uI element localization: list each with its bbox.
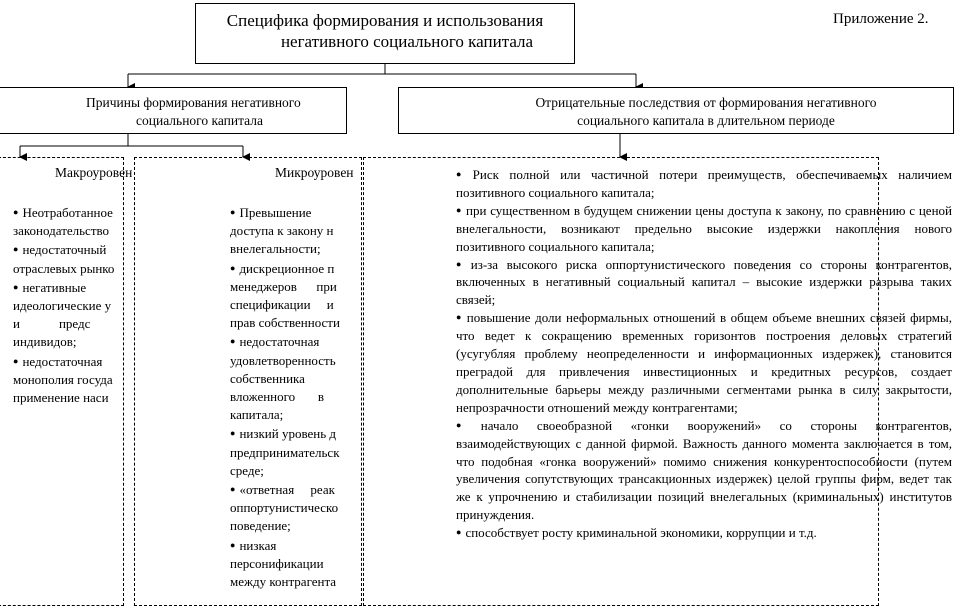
bullet-icon: ● <box>230 207 236 217</box>
list-item: ● Неотработанное <box>13 205 113 220</box>
list-item: менеджеров при <box>230 278 337 294</box>
list-item: ● недостаточная <box>13 353 103 369</box>
title-line-2: негативного социального капитала <box>280 32 534 51</box>
consequences-list <box>456 166 952 542</box>
micro-heading: Микроуровен <box>275 165 354 180</box>
causes-header <box>0 94 347 130</box>
bullet-icon: ● <box>456 169 469 179</box>
bullet-icon: ● <box>13 281 19 292</box>
causes-header-line-1: Причины формирования негативного <box>86 95 301 110</box>
list-item: ● при существенном в будущем снижении цены доступа к закону, по сравнению с ценой внелегальности, возникают предельно высокие издержки накопления нового позитивного социального капитала; <box>456 202 952 254</box>
list-item: собственника <box>230 370 305 386</box>
list-item: ● начало своеобразной «гонки вооружений» со стороны контрагентов, взаимодействующих с данной фирмой. Важность данного момента заключается в том, что подобная «гонка вооружений» помимо снижения конкурентоспособности (путем увеличения сопутствующих трансакционных издержек) целой группы фирм, ведет так же к упрочнению и стабилизации позиций внелегальных (криминальных) институтов принуждения. <box>456 417 953 523</box>
list-item: ● дискреционное п <box>230 260 335 276</box>
bullet-icon: ● <box>13 244 19 255</box>
consequences-header <box>398 94 954 130</box>
list-item: ● низкий уровень д <box>230 426 337 442</box>
list-item: спецификации и <box>230 297 334 313</box>
bullet-icon: ● <box>13 355 19 366</box>
list-item: ● низкая <box>230 537 277 553</box>
bullet-icon: ● <box>13 207 19 217</box>
macro-heading: Макроуровен <box>55 165 133 180</box>
diagram-title <box>195 10 575 52</box>
list-item: поведение; <box>230 518 291 534</box>
title-line-1: Специфика формирования и использования <box>226 11 544 30</box>
bullet-icon: ● <box>230 484 236 495</box>
macro-level-box <box>0 157 133 606</box>
bullet-icon: ● <box>456 204 462 215</box>
appendix-label: Приложение 2. <box>833 11 929 27</box>
list-item: идеологические у <box>13 298 112 314</box>
list-item: доступа к закону н <box>230 223 334 239</box>
list-item: отраслевых рынко <box>13 260 115 276</box>
bullet-icon: ● <box>230 539 236 550</box>
list-item: монополия госуда <box>13 371 113 387</box>
list-item: ● недостаточный <box>13 242 107 258</box>
list-item: ● «ответная реак <box>230 482 335 498</box>
list-item: индивидов; <box>13 334 77 350</box>
list-item: ● из-за высокого риска оппортунистического поведения со стороны контрагентов, включенных в негативный социальный капитал – высокие издержки разрыва таких связей; <box>456 256 953 308</box>
list-item: удовлетворенность <box>230 352 336 368</box>
list-item: между контрагента <box>230 574 337 590</box>
list-item: и предс <box>13 316 91 332</box>
bullet-icon: ● <box>456 258 467 269</box>
bullet-icon: ● <box>456 419 477 430</box>
causes-header-line-2: социального капитала <box>136 113 264 128</box>
micro-level-box <box>134 157 362 606</box>
list-item: персонификации <box>230 555 324 571</box>
list-item: оппортунистическо <box>230 500 339 516</box>
list-item: среде; <box>230 462 264 478</box>
list-item: ● способствует росту криминальной экономики, коррупции и т.д. <box>456 525 817 541</box>
consequences-header-line-1: Отрицательные последствия от формирования негативного <box>535 95 877 110</box>
bullet-icon: ● <box>230 336 236 347</box>
list-item: законодательство <box>13 223 110 239</box>
list-item: предпринимательск <box>230 444 340 460</box>
list-item: вложенного в <box>230 389 325 405</box>
list-item: ● повышение доли неформальных отношений в общем объеме внешних связей фирмы, что ведет к сокращению временных горизонтов построения деловых стратегий (усугубляя проблему неопределенности и информационных издержек), становится преградой для привлечения инвестиционных и кредитных ресурсов, создает дополнительные барьеры между различными сегментами рынка в силу закрытости, непрозрачности отношений между контрагентами; <box>456 310 952 415</box>
list-item: ● недостаточная <box>230 334 320 350</box>
list-item: внелегальности; <box>230 241 321 257</box>
list-item: применение наси <box>13 390 109 406</box>
bullet-icon: ● <box>230 428 236 439</box>
bullet-icon: ● <box>456 527 462 538</box>
bullet-icon: ● <box>230 262 236 273</box>
list-item: ● Превышение <box>230 205 312 220</box>
bullet-icon: ● <box>456 312 463 323</box>
list-item: прав собственности <box>230 315 340 331</box>
list-item: ● Риск полной или частичной потери преимуществ, обеспечиваемых наличием позитивного социального капитала; <box>456 167 953 200</box>
list-item: капитала; <box>230 407 284 423</box>
consequences-header-line-2: социального капитала в длительном периоде <box>577 113 835 128</box>
list-item: ● негативные <box>13 279 87 295</box>
